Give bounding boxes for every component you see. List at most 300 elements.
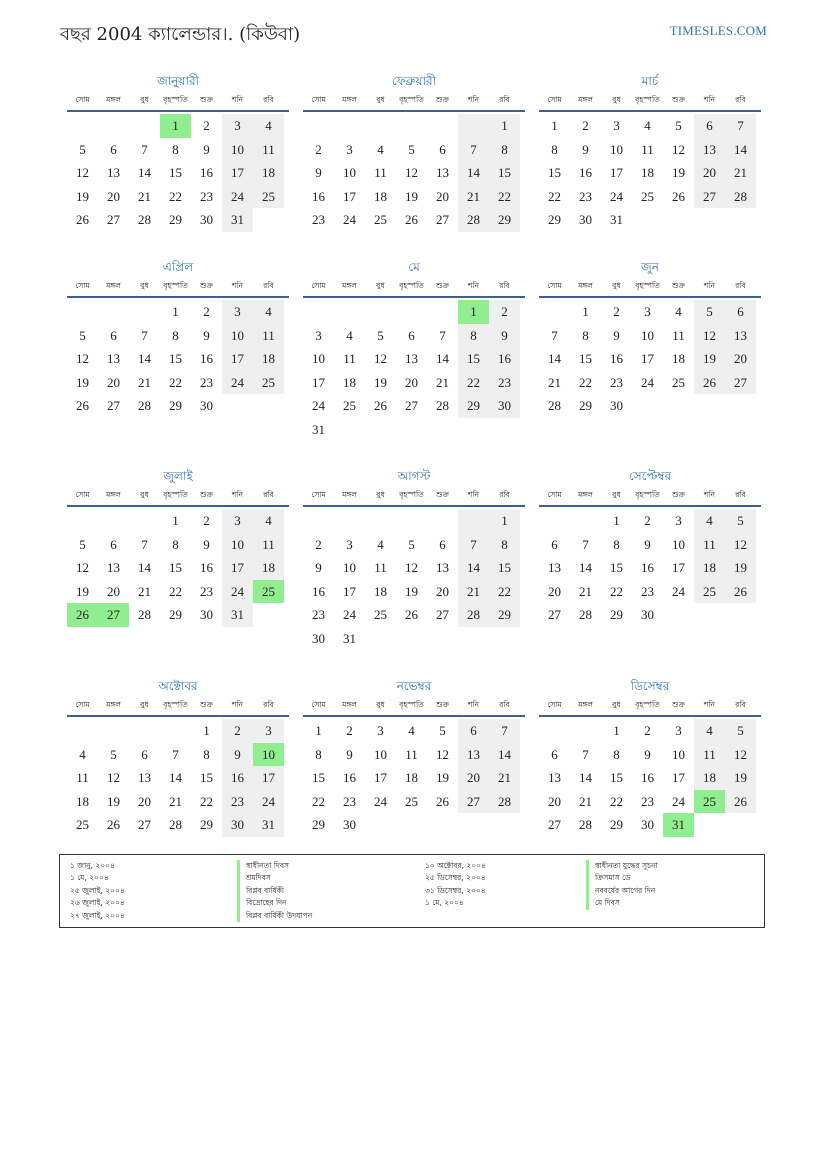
weekday-label: বুধ — [612, 95, 621, 104]
day-cell: 13 — [458, 743, 489, 767]
month-name: ফেব্রুয়ারী — [391, 74, 437, 88]
day-cell: 8 — [458, 324, 489, 348]
legend-dates-col-2 — [425, 860, 486, 910]
weekday-label: বৃহস্পতি — [163, 281, 188, 290]
day-cell: 6 — [551, 536, 558, 552]
day-cell: 21 — [458, 185, 489, 209]
weekday-header — [67, 485, 289, 507]
page-title: বছর 2004 ক্যালেন্ডার।. (কিউবা) — [60, 24, 301, 45]
day-cell: 2 — [346, 723, 353, 738]
day-cell: 8 — [172, 141, 179, 157]
weekday-label: সোম — [547, 490, 562, 499]
empty-cell — [303, 300, 334, 324]
weekday-label: শুক্র — [200, 95, 213, 104]
weekday-label: বৃহস্পতি — [163, 95, 188, 104]
weekday-label: বৃহস্পতি — [635, 490, 660, 499]
days-grid — [539, 114, 761, 232]
day-cell: 30 — [200, 398, 213, 414]
day-cell: 29 — [489, 208, 520, 232]
weekday-header — [539, 485, 761, 507]
day-cell: 21 — [458, 580, 489, 604]
day-cell: 9 — [203, 327, 210, 343]
day-cell: 22 — [579, 374, 592, 390]
day-cell: 16 — [610, 351, 623, 367]
weekday-label: বৃহস্পতি — [399, 490, 424, 499]
day-cell: 5 — [725, 509, 756, 533]
day-cell: 28 — [138, 212, 151, 228]
empty-cell — [539, 509, 570, 533]
weekday-label: সোম — [311, 490, 326, 499]
day-cell: 29 — [610, 607, 623, 623]
empty-cell — [427, 300, 458, 324]
days-grid — [303, 300, 525, 442]
day-cell: 18 — [374, 188, 387, 204]
day-cell: 8 — [172, 536, 179, 552]
day-cell: 12 — [405, 165, 418, 181]
month-name: জুলাই — [163, 469, 193, 483]
day-cell: 6 — [141, 746, 148, 762]
day-cell: 25 — [694, 580, 725, 604]
legend-holiday-name: নববর্ষের আগের দিন — [586, 885, 658, 897]
weekday-label: রবি — [263, 700, 274, 709]
day-cell: 12 — [374, 351, 387, 367]
day-cell: 8 — [582, 327, 589, 343]
day-cell: 25 — [253, 185, 284, 209]
day-cell: 23 — [641, 583, 654, 599]
weekday-label: শুক্র — [436, 281, 449, 290]
day-cell: 20 — [725, 347, 756, 371]
day-cell: 28 — [436, 398, 449, 414]
day-cell: 29 — [169, 212, 182, 228]
day-cell: 5 — [675, 118, 682, 133]
day-cell: 21 — [169, 793, 182, 809]
day-cell: 8 — [613, 536, 620, 552]
empty-cell — [458, 509, 489, 533]
day-cell: 24 — [343, 212, 356, 228]
day-cell: 20 — [107, 583, 120, 599]
day-cell: 29 — [579, 398, 592, 414]
weekday-header — [303, 485, 525, 507]
day-cell: 12 — [694, 324, 725, 348]
day-cell: 17 — [343, 583, 356, 599]
day-cell: 11 — [641, 141, 654, 157]
day-cell: 2 — [222, 719, 253, 743]
weekday-label: মঙ্গল — [342, 700, 357, 709]
day-cell: 23 — [610, 374, 623, 390]
day-cell: 14 — [138, 165, 151, 181]
day-cell: 6 — [110, 141, 117, 157]
day-cell: 7 — [458, 533, 489, 557]
empty-cell — [539, 300, 570, 324]
day-cell: 11 — [374, 560, 387, 576]
day-cell: 17 — [312, 374, 325, 390]
month-name: নভেম্বর — [396, 679, 432, 693]
day-cell: 20 — [548, 583, 561, 599]
weekday-label: রবি — [263, 281, 274, 290]
empty-cell — [334, 509, 365, 533]
days-grid — [539, 509, 761, 627]
day-cell: 30 — [343, 817, 356, 833]
day-cell: 21 — [725, 161, 756, 185]
day-cell: 11 — [405, 746, 418, 762]
holiday-day-cell: 27 — [98, 603, 129, 627]
day-cell: 21 — [138, 374, 151, 390]
weekday-label: শনি — [703, 490, 716, 499]
day-cell: 5 — [694, 300, 725, 324]
day-cell: 9 — [203, 141, 210, 157]
weekday-header — [67, 276, 289, 298]
weekday-label: সোম — [547, 95, 562, 104]
month-block — [539, 467, 761, 627]
day-cell: 28 — [458, 208, 489, 232]
day-cell: 21 — [489, 766, 520, 790]
day-cell: 14 — [169, 770, 182, 786]
day-cell: 9 — [489, 324, 520, 348]
weekday-header — [539, 276, 761, 298]
days-grid — [303, 509, 525, 651]
day-cell: 6 — [110, 536, 117, 552]
day-cell: 14 — [138, 351, 151, 367]
legend-date: ২৬ জুলাই, ২০০৪ — [70, 898, 125, 908]
weekday-header — [303, 276, 525, 298]
day-cell: 3 — [346, 536, 353, 552]
day-cell: 10 — [343, 560, 356, 576]
legend-holiday-name: স্বাধীনতা দিবস — [237, 860, 312, 872]
month-name: মে — [408, 260, 420, 274]
holiday-day-cell: 31 — [663, 813, 694, 837]
day-cell: 3 — [346, 141, 353, 157]
weekday-header — [67, 90, 289, 112]
day-cell: 28 — [725, 185, 756, 209]
empty-cell — [98, 300, 129, 324]
day-cell: 10 — [672, 746, 685, 762]
day-cell: 26 — [725, 790, 756, 814]
weekday-label: রবি — [499, 700, 510, 709]
weekday-label: শনি — [467, 700, 480, 709]
day-cell: 24 — [374, 793, 387, 809]
month-block — [303, 467, 525, 651]
weekday-label: শনি — [467, 95, 480, 104]
days-grid — [539, 300, 761, 418]
day-cell: 8 — [551, 141, 558, 157]
legend-date: ৩১ ডিসেম্বর, ২০০৪ — [425, 885, 486, 895]
day-cell: 22 — [169, 374, 182, 390]
day-cell: 10 — [610, 141, 623, 157]
weekday-label: শনি — [703, 281, 716, 290]
day-cell: 22 — [610, 793, 623, 809]
day-cell: 26 — [374, 398, 387, 414]
day-cell: 3 — [613, 118, 620, 133]
day-cell: 28 — [579, 817, 592, 833]
day-cell: 19 — [76, 188, 89, 204]
day-cell: 31 — [312, 421, 325, 437]
day-cell: 18 — [641, 165, 654, 181]
day-cell: 23 — [312, 607, 325, 623]
day-cell: 9 — [203, 536, 210, 552]
day-cell: 4 — [253, 509, 284, 533]
holiday-legend — [59, 854, 765, 928]
day-cell: 4 — [377, 141, 384, 157]
day-cell: 6 — [694, 114, 725, 138]
month-name: আগস্ট — [397, 469, 431, 483]
day-cell: 9 — [346, 746, 353, 762]
day-cell: 7 — [489, 719, 520, 743]
day-cell: 17 — [641, 351, 654, 367]
day-cell: 23 — [200, 374, 213, 390]
day-cell: 18 — [253, 161, 284, 185]
day-cell: 21 — [548, 374, 561, 390]
day-cell: 30 — [579, 212, 592, 228]
weekday-label: বৃহস্পতি — [399, 95, 424, 104]
holiday-day-cell: 1 — [160, 114, 191, 138]
day-cell: 10 — [374, 746, 387, 762]
day-cell: 12 — [405, 560, 418, 576]
day-cell: 11 — [343, 351, 356, 367]
day-cell: 27 — [548, 607, 561, 623]
day-cell: 3 — [675, 723, 682, 738]
legend-date: ১ জানু, ২০০৪ — [70, 861, 115, 870]
day-cell: 8 — [489, 138, 520, 162]
legend-names-col-1 — [237, 860, 312, 922]
weekday-label: শনি — [231, 281, 244, 290]
day-cell: 14 — [436, 351, 449, 367]
empty-cell — [98, 114, 129, 138]
day-cell: 15 — [312, 770, 325, 786]
day-cell: 27 — [548, 817, 561, 833]
weekday-label: রবি — [735, 700, 746, 709]
day-cell: 26 — [672, 188, 685, 204]
day-cell: 5 — [439, 723, 446, 738]
day-cell: 11 — [253, 138, 284, 162]
day-cell: 19 — [405, 188, 418, 204]
day-cell: 23 — [222, 790, 253, 814]
day-cell: 18 — [253, 347, 284, 371]
empty-cell — [396, 300, 427, 324]
day-cell: 25 — [405, 793, 418, 809]
weekday-label: রবি — [499, 95, 510, 104]
day-cell: 10 — [222, 138, 253, 162]
empty-cell — [303, 509, 334, 533]
weekday-label: রবি — [499, 281, 510, 290]
day-cell: 19 — [725, 766, 756, 790]
day-cell: 17 — [343, 188, 356, 204]
weekday-label: সোম — [547, 700, 562, 709]
weekday-label: মঙ্গল — [106, 490, 121, 499]
day-cell: 9 — [582, 141, 589, 157]
day-cell: 29 — [610, 817, 623, 833]
day-cell: 14 — [489, 743, 520, 767]
day-cell: 2 — [582, 118, 589, 133]
day-cell: 29 — [169, 398, 182, 414]
day-cell: 30 — [641, 607, 654, 623]
day-cell: 5 — [377, 327, 384, 343]
day-cell: 6 — [110, 327, 117, 343]
day-cell: 26 — [76, 398, 89, 414]
days-grid — [67, 300, 289, 418]
month-name: এপ্রিল — [162, 260, 194, 274]
weekday-label: সোম — [547, 281, 562, 290]
day-cell: 30 — [489, 394, 520, 418]
day-cell: 1 — [489, 114, 520, 138]
day-cell: 13 — [107, 560, 120, 576]
day-cell: 15 — [169, 165, 182, 181]
day-cell: 22 — [312, 793, 325, 809]
day-cell: 5 — [79, 141, 86, 157]
legend-holiday-name: বিদ্রোহের দিন — [237, 897, 312, 909]
day-cell: 20 — [436, 188, 449, 204]
day-cell: 3 — [222, 114, 253, 138]
weekday-label: শনি — [231, 700, 244, 709]
empty-cell — [396, 509, 427, 533]
day-cell: 18 — [694, 766, 725, 790]
day-cell: 8 — [172, 327, 179, 343]
day-cell: 25 — [641, 188, 654, 204]
day-cell: 29 — [200, 817, 213, 833]
day-cell: 26 — [436, 793, 449, 809]
day-cell: 4 — [377, 536, 384, 552]
day-cell: 28 — [138, 607, 151, 623]
day-cell: 1 — [551, 118, 558, 133]
day-cell: 24 — [222, 185, 253, 209]
day-cell: 13 — [436, 560, 449, 576]
days-grid — [67, 719, 289, 837]
day-cell: 12 — [436, 746, 449, 762]
day-cell: 5 — [110, 746, 117, 762]
day-cell: 1 — [613, 513, 620, 528]
day-cell: 28 — [138, 398, 151, 414]
day-cell: 16 — [222, 766, 253, 790]
day-cell: 16 — [489, 347, 520, 371]
holiday-day-cell: 10 — [253, 743, 284, 767]
weekday-label: শনি — [703, 95, 716, 104]
day-cell: 7 — [141, 141, 148, 157]
day-cell: 22 — [489, 580, 520, 604]
day-cell: 15 — [489, 161, 520, 185]
day-cell: 10 — [222, 324, 253, 348]
day-cell: 20 — [138, 793, 151, 809]
day-cell: 20 — [548, 793, 561, 809]
weekday-label: শনি — [231, 490, 244, 499]
site-link[interactable]: TIMESLES.COM — [669, 23, 767, 38]
day-cell: 15 — [610, 560, 623, 576]
day-cell: 13 — [138, 770, 151, 786]
day-cell: 29 — [169, 607, 182, 623]
day-cell: 30 — [312, 630, 325, 646]
day-cell: 3 — [222, 300, 253, 324]
day-cell: 15 — [579, 351, 592, 367]
day-cell: 13 — [436, 165, 449, 181]
days-grid — [67, 509, 289, 627]
legend-date: ২৫ ডিসেম্বর, ২০০৪ — [425, 873, 486, 883]
day-cell: 16 — [312, 583, 325, 599]
day-cell: 11 — [694, 533, 725, 557]
day-cell: 30 — [610, 398, 623, 414]
weekday-label: বৃহস্পতি — [399, 700, 424, 709]
empty-cell — [334, 300, 365, 324]
day-cell: 7 — [582, 746, 589, 762]
weekday-label: মঙ্গল — [578, 95, 593, 104]
weekday-label: বুধ — [612, 490, 621, 499]
day-cell: 16 — [641, 560, 654, 576]
weekday-label: রবি — [735, 281, 746, 290]
day-cell: 9 — [315, 560, 322, 576]
legend-date: ১ মে, ২০০৪ — [70, 873, 109, 883]
day-cell: 11 — [672, 327, 685, 343]
empty-cell — [129, 114, 160, 138]
day-cell: 3 — [675, 513, 682, 528]
weekday-label: বুধ — [612, 700, 621, 709]
weekday-label: সোম — [75, 281, 90, 290]
weekday-label: রবি — [263, 95, 274, 104]
month-name: ডিসেম্বর — [630, 679, 670, 693]
weekday-label: মঙ্গল — [106, 700, 121, 709]
day-cell: 27 — [694, 185, 725, 209]
weekday-label: বৃহস্পতি — [635, 281, 660, 290]
day-cell: 19 — [405, 583, 418, 599]
empty-cell — [365, 300, 396, 324]
day-cell: 23 — [200, 583, 213, 599]
day-cell: 15 — [169, 560, 182, 576]
day-cell: 26 — [694, 371, 725, 395]
day-cell: 15 — [169, 351, 182, 367]
day-cell: 18 — [694, 556, 725, 580]
weekday-label: মঙ্গল — [106, 281, 121, 290]
day-cell: 16 — [200, 351, 213, 367]
day-cell: 17 — [222, 347, 253, 371]
weekday-label: শুক্র — [436, 490, 449, 499]
weekday-label: সোম — [75, 95, 90, 104]
day-cell: 20 — [107, 374, 120, 390]
weekday-label: বৃহস্পতি — [163, 700, 188, 709]
weekday-label: বুধ — [376, 95, 385, 104]
day-cell: 12 — [76, 165, 89, 181]
weekday-header — [303, 695, 525, 717]
day-cell: 13 — [107, 351, 120, 367]
day-cell: 24 — [641, 374, 654, 390]
day-cell: 29 — [458, 394, 489, 418]
day-cell: 19 — [672, 165, 685, 181]
day-cell: 11 — [253, 533, 284, 557]
weekday-label: বৃহস্পতি — [399, 281, 424, 290]
day-cell: 25 — [76, 817, 89, 833]
legend-holiday-name: শ্রমদিবস — [237, 872, 312, 884]
day-cell: 4 — [253, 114, 284, 138]
day-cell: 30 — [222, 813, 253, 837]
day-cell: 1 — [489, 509, 520, 533]
day-cell: 2 — [203, 118, 210, 133]
day-cell: 9 — [222, 743, 253, 767]
day-cell: 24 — [253, 790, 284, 814]
weekday-label: সোম — [311, 700, 326, 709]
day-cell: 16 — [200, 560, 213, 576]
month-name: মার্চ — [641, 74, 659, 88]
day-cell: 31 — [610, 212, 623, 228]
day-cell: 6 — [725, 300, 756, 324]
empty-cell — [570, 719, 601, 743]
day-cell: 2 — [489, 300, 520, 324]
empty-cell — [67, 509, 98, 533]
weekday-header — [303, 90, 525, 112]
empty-cell — [570, 509, 601, 533]
empty-cell — [458, 114, 489, 138]
day-cell: 4 — [644, 118, 651, 133]
day-cell: 7 — [141, 327, 148, 343]
day-cell: 19 — [76, 583, 89, 599]
day-cell: 21 — [436, 374, 449, 390]
weekday-header — [539, 90, 761, 112]
day-cell: 27 — [436, 212, 449, 228]
day-cell: 11 — [76, 770, 89, 786]
